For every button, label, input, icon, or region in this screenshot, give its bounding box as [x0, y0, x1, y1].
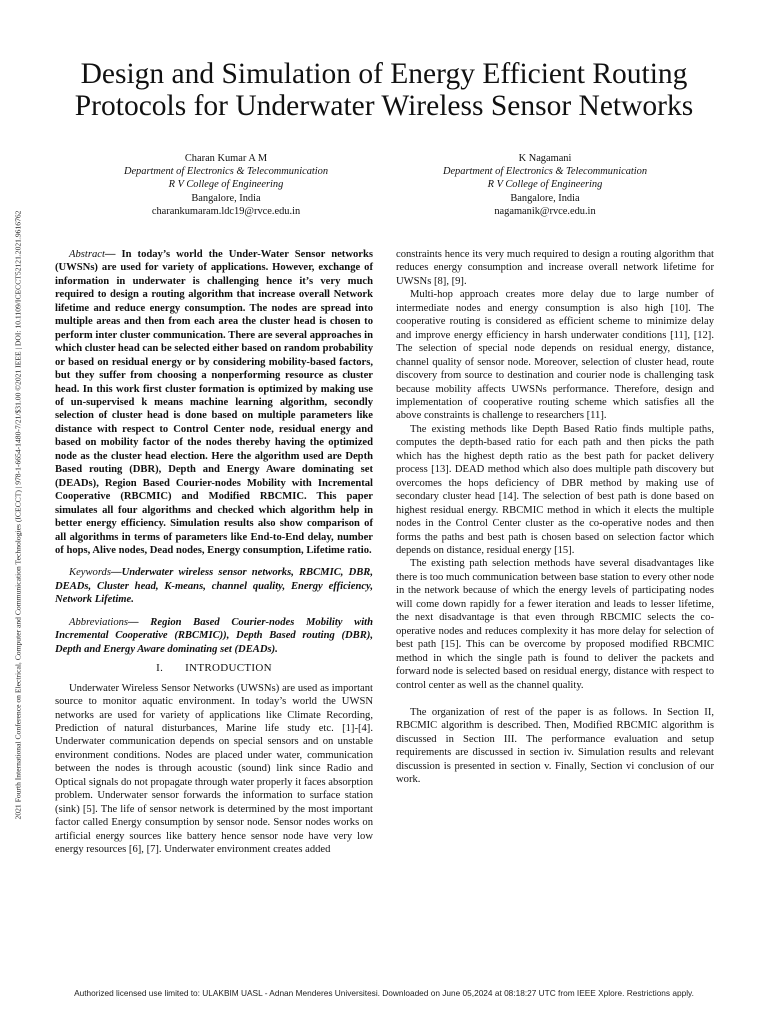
- author-email: nagamanik@rvce.edu.in: [494, 205, 596, 217]
- keywords-text: —Underwater wireless sensor networks, RBCMIC, DBR, DEADs, Cluster head, K-means, channel quality, Energy efficiency, Network Lifetime.: [55, 567, 373, 606]
- author-name: Charan Kumar A M: [184, 153, 268, 164]
- right-column: [396, 248, 714, 787]
- author-college: R V College of Engineering: [487, 179, 603, 191]
- body-paragraph-2: Multi-hop approach creates more delay due to large number of intermediate nodes and energy consumption is also high [10]. The cooperative routing is considered as efficient scheme to minimize delay and improve energy efficiency in harsh underwater conditions [11], [12]. The selection of special node depends on residual energy, distance, channel quality of sensor node. Moreover, selection of cluster head, route discovery from source to destination and courier node is challenging task because mobility affects UWSNs performance. Therefore, design and implementation of cooperative routing scheme which satisfies all the above constraints is challenge to researchers [11].: [396, 289, 714, 422]
- author-department: Department of Electronics & Telecommunication: [123, 166, 329, 178]
- section-heading-introduction: [55, 662, 373, 675]
- abstract-text: — In today’s world the Under-Water Sensor networks (UWSNs) are used for variety of applications. However, exchange of information in underwater is challenging hence it’s very much required to design a routing algorithm that increase overall Network lifetime and reduce energy consumption. The nodes are spread into multiple areas and then from each area the cluster head is chosen to perform inter cluster communication. There are several approaches in which cluster head can be selected either based on random probability or based on residual energy or by considering mobility-based factors, but they suffer from choosing a nonperforming resource as cluster head. In this work first cluster formation is optimized by making use of un-supervised k means machine learning algorithm, secondly selection of cluster head is done based on multiple parameters like distance with respect to Control Center node, residual energy and based on mobility factor of the nodes thereby having the optimized node as the cluster head election. Here the algorithm used are Depth Based routing (DBR), Depth and Energy Aware dominating set (DEADs), Region Based Courier-nodes Mobility with Incremental Cooperative (RBCMIC) and Modified RBCMIC. This paper simulates all four algorithms and checked which algorithm help in better energy efficiency. Simulation results also show comparison of all algorithms in terms of parameters like End-to-End delay, number of hops, Alive nodes, Dead nodes, Energy consumption, Lifetime ratio.: [55, 249, 373, 556]
- keywords-label: Keywords: [69, 567, 111, 579]
- section-number: I.: [156, 662, 164, 675]
- author-college: R V College of Engineering: [168, 179, 284, 191]
- side-publication-note: [6, 120, 30, 910]
- abbreviations-text: — Region Based Courier-nodes Mobility with Incremental Cooperative (RBCMIC)), Depth Based routing (DBR), Depth and Energy Aware dominating set (DEADs).: [55, 616, 373, 655]
- author-city: Bangalore, India: [191, 192, 261, 204]
- body-paragraph-5: The organization of rest of the paper is as follows. In Section II, RBCMIC algorithm is described. Then, Modified RBCMIC algorithm is discussed in Section III. The performance evaluation and setup requirements are discussed in section iv. Simulation results and relevant discussion is presented in section v. Finally, Section vi conclusion of our work.: [396, 706, 714, 786]
- author-name: K Nagamani: [518, 153, 572, 164]
- abbreviations-label: Abbreviations: [69, 616, 129, 628]
- abstract-label: Abstract: [69, 249, 105, 260]
- keywords-paragraph: [55, 566, 373, 606]
- abstract-paragraph: [55, 248, 373, 557]
- left-column: [55, 248, 373, 856]
- author-email: charankumaram.ldc19@rvce.edu.in: [151, 205, 301, 217]
- author-block-1: [96, 152, 356, 218]
- author-city: Bangalore, India: [510, 192, 580, 204]
- abbreviations-paragraph: [55, 616, 373, 656]
- license-footer: Authorized licensed use limited to: ULAKBIM UASL - Adnan Menderes Universitesi. Downloaded on June 05,2024 at 08:18:27 UTC from IEEE Xplore. Restrictions apply.: [74, 988, 694, 998]
- body-paragraph-4: The existing path selection methods have several disadvantages like there is too much communication between base station to every other node in the network because of which the energy levels of participating nodes will come down rapidly for a fewer iteration and leads to lesser lifetime, the next disadvantage is that even through RBCMIC selects the co-operative nodes and reduces complexity it has more delay for selection of best path [15]. This can be overcome by proposed modified RBCMIC method in which the single path is found to deliver the packets and forward node is selected based on residual energy, distance with respect to control center as well as the channel quality.: [396, 558, 714, 691]
- body-paragraph-1: constraints hence its very much required to design a routing algorithm that reduces energy consumption and increase overall network lifetime for UWSNs [8], [9].: [396, 249, 714, 287]
- intro-paragraph-1: Underwater Wireless Sensor Networks (UWSNs) are used as important source to monitor aquatic environment. In today’s world the UWSN networks are used for variety of applications like Climate Recording, Prediction of natural disturbances, Marine life study etc. [1]-[4]. Underwater communication depends on special sensors and on unstable environment conditions. Nodes are placed under water, communication between the nodes is through acoustic (sound) link since Radio and Optical signals do not propagate through water properly it faces absorption problem. Underwater sensor forwards the information to surface station (sink) [5]. The life of sensor network is determined by the most important factor called Energy consumption by sensor node. Sensor nodes works on artificial energy sources like battery hence sensor node have very low energy resources [6], [7]. Underwater environment creates added: [55, 682, 373, 856]
- paper-title: Design and Simulation of Energy Efficient Routing Protocols for Underwater Wireless Sensor Networks: [74, 58, 694, 122]
- author-department: Department of Electronics & Telecommunication: [442, 166, 648, 178]
- side-note-text: 2021 Fourth International Conference on Electrical, Computer and Communication Technologies (ICECCT) | 978-1-6654-1480-7/21/$31.00 ©2021 IEEE | DOI: 10.1109/ICECCT52121.2021.9616762: [13, 210, 23, 820]
- body-paragraph-3: The existing methods like Depth Based Ratio finds multiple paths, computes the depth-based ratio for each path and then picks the path which has the highest depth ratio as the best path for packet delivery process [13]. DEAD method which also does multiple path discovery but overcomes the hops deficiency of DBR method by making use of secondary cluster head [14]. The selection of best path is done based on highest residual energy. RBCMIC method in which it elects the multiple nodes in the Control Center cluster as the co-operative nodes and then forms the paths and best path is chosen based on selection factor which depends on distance, residual energy [15].: [396, 423, 714, 556]
- author-block-2: [415, 152, 675, 218]
- section-title: INTRODUCTION: [185, 662, 272, 675]
